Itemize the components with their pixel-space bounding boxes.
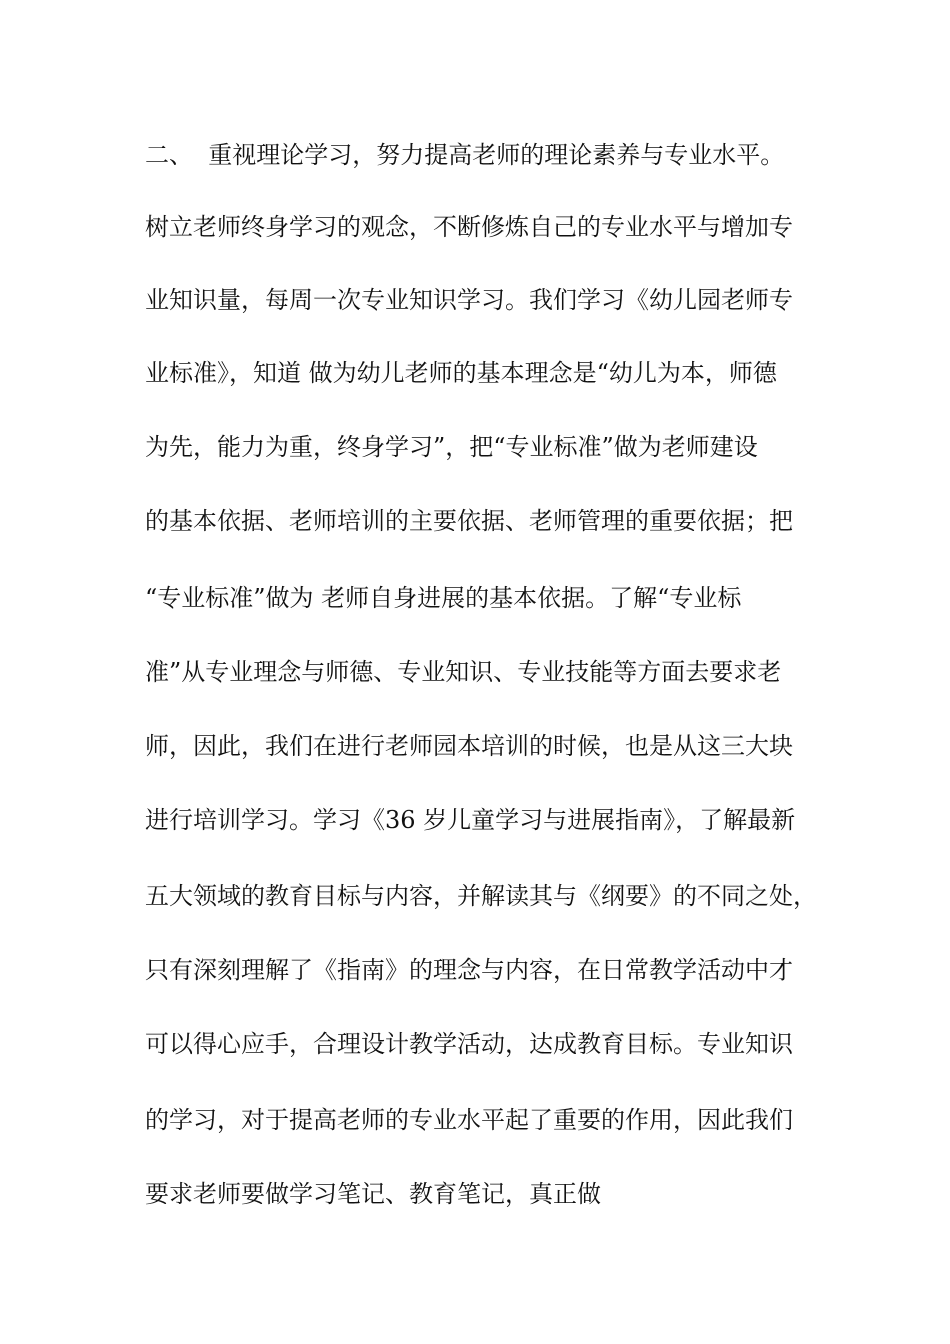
paragraph-line: 树立老师终身学习的观念，不断修炼自己的专业水平与增加专 [145, 213, 793, 241]
paragraph-line: 进行培训学习。学习《36 岁儿童学习与进展指南》，了解最新 [145, 806, 796, 834]
paragraph-line: 准”从专业理念与师德、专业知识、专业技能等方面去要求老 [145, 658, 782, 686]
paragraph-line: 师，因此，我们在进行老师园本培训的时候，也是从这三大块 [145, 732, 793, 760]
paragraph-line: 的学习，对于提高老师的专业水平起了重要的作用，因此我们 [145, 1106, 793, 1134]
paragraph-line: 五大领域的教育目标与内容，并解读其与《纲要》的不同之处， [145, 882, 817, 910]
paragraph-line: 为先，能力为重，终身学习”，把“专业标准”做为老师建设 [145, 433, 758, 461]
paragraph-line: “专业标准”做为 老师自身进展的基本依据。了解“专业标 [145, 584, 742, 612]
paragraph-line: 业标准》，知道 做为幼儿老师的基本理念是“幼儿为本，师德 [145, 359, 777, 387]
paragraph-line: 要求老师要做学习笔记、教育笔记，真正做 [145, 1180, 601, 1208]
paragraph-line: 可以得心应手，合理设计教学活动，达成教育目标。专业知识 [145, 1030, 793, 1058]
paragraph-line: 业知识量，每周一次专业知识学习。我们学习《幼儿园老师专 [145, 286, 793, 314]
paragraph-line: 的基本依据、老师培训的主要依据、老师管理的重要依据；把 [145, 507, 793, 535]
paragraph-line: 只有深刻理解了《指南》的理念与内容，在日常教学活动中才 [145, 956, 793, 984]
section-heading: 二、 重视理论学习，努力提高老师的理论素养与专业水平。 [145, 141, 785, 169]
